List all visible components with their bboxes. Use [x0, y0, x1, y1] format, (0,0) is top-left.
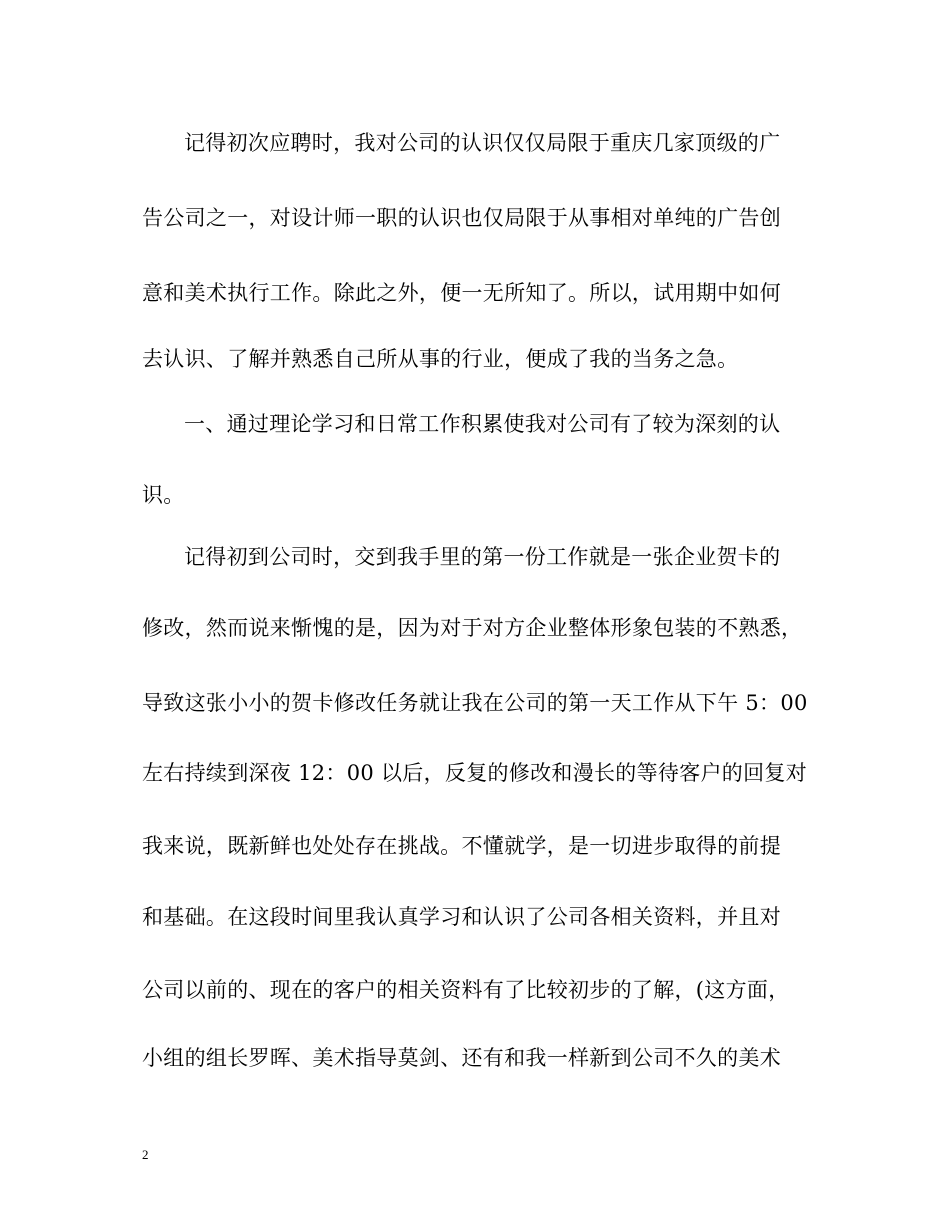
paragraph-line: 记得初次应聘时，我对公司的认识仅仅局限于重庆几家顶级的广: [184, 131, 781, 155]
section-heading-line: 识。: [142, 483, 185, 507]
section-heading-line: 一、通过理论学习和日常工作积累使我对公司有了较为深刻的认: [184, 412, 781, 436]
paragraph-line: 导致这张小小的贺卡修改任务就让我在公司的第一天工作从下午 5：00: [142, 691, 808, 715]
paragraph-line: 修改，然而说来惭愧的是，因为对于对方企业整体形象包装的不熟悉，: [142, 616, 803, 640]
paragraph-line: 意和美术执行工作。除此之外，便一无所知了。所以，试用期中如何: [142, 281, 781, 305]
paragraph-line: 和基础。在这段时间里我认真学习和认识了公司各相关资料，并且对: [142, 905, 781, 929]
paragraph-line: 去认识、了解并熟悉自己所从事的行业，便成了我的当务之急。: [142, 347, 739, 371]
paragraph-line: 公司以前的、现在的客户的相关资料有了比较初步的了解，(这方面，: [142, 978, 790, 1002]
paragraph-line: 记得初到公司时，交到我手里的第一份工作就是一张企业贺卡的: [184, 545, 781, 569]
paragraph-line: 我来说，既新鲜也处处存在挑战。不懂就学，是一切进步取得的前提: [142, 834, 781, 858]
page-number: 2: [142, 1147, 149, 1162]
paragraph-line: 左右持续到深夜 12：00 以后，反复的修改和漫长的等待客户的回复对: [142, 761, 807, 785]
paragraph-line: 小组的组长罗晖、美术指导莫剑、还有和我一样新到公司不久的美术: [142, 1046, 781, 1070]
paragraph-line: 告公司之一，对设计师一职的认识也仅局限于从事相对单纯的广告创: [142, 206, 781, 230]
